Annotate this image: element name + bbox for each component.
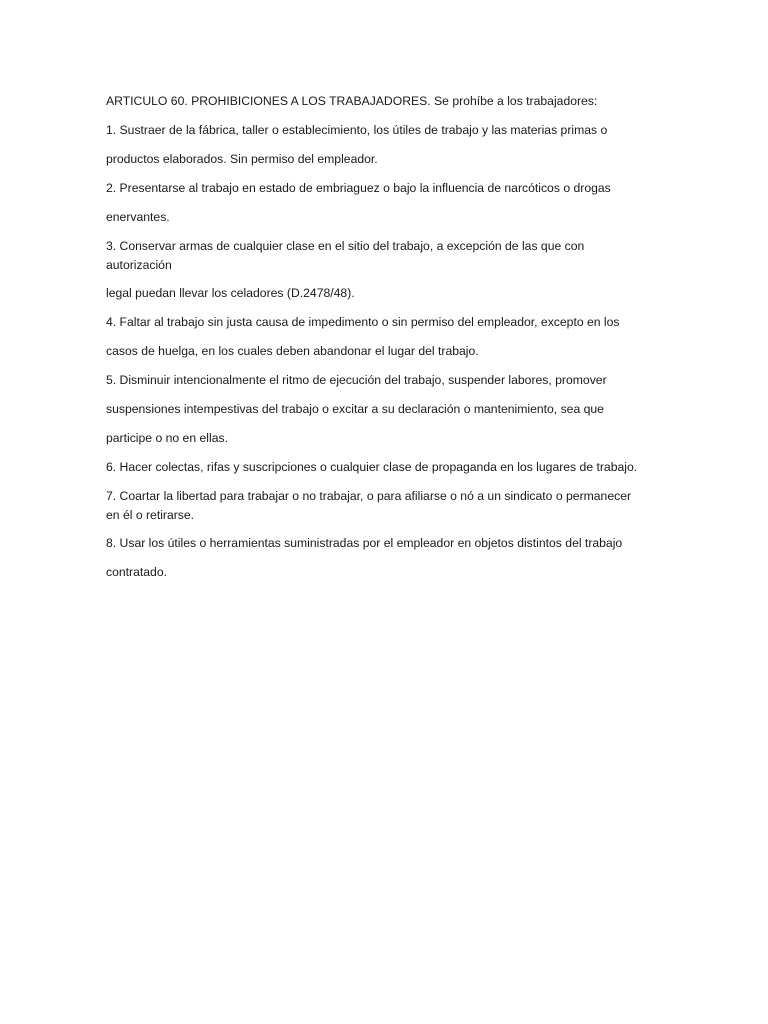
document-body: [106, 92, 666, 579]
item-7-line-2: en él o retirarse.: [106, 508, 195, 522]
item-7-line-1: 7. Coartar la libertad para trabajar o no trabajar, o para afiliarse o nó a un sindicato o permanecer: [106, 489, 632, 503]
item-8-line-1: 8. Usar los útiles o herramientas suministradas por el empleador en objetos distintos del trabajo: [106, 536, 623, 550]
item-6-line-1: 6. Hacer colectas, rifas y suscripciones o cualquier clase de propaganda en los lugares de trabajo.: [106, 460, 638, 474]
item-3-line-1: 3. Conservar armas de cualquier clase en el sitio del trabajo, a excepción de las que con: [106, 239, 585, 253]
item-2-line-1: 2. Presentarse al trabajo en estado de embriaguez o bajo la influencia de narcóticos o drogas: [106, 181, 611, 195]
article-heading: ARTICULO 60. PROHIBICIONES A LOS TRABAJADORES. Se prohíbe a los trabajadores:: [106, 94, 598, 108]
item-1-line-1: 1. Sustraer de la fábrica, taller o establecimiento, los útiles de trabajo y las materias primas o: [106, 123, 608, 137]
item-1-line-2: productos elaborados. Sin permiso del empleador.: [106, 152, 378, 166]
item-5-line-2: suspensiones intempestivas del trabajo o excitar a su declaración o mantenimiento, sea que: [106, 402, 604, 416]
item-2-line-2: enervantes.: [106, 210, 170, 224]
item-3-line-3: legal puedan llevar los celadores (D.2478/48).: [106, 286, 355, 300]
item-3-line-2: autorización: [106, 258, 172, 272]
item-5-line-3: participe o no en ellas.: [106, 431, 228, 445]
item-5-line-1: 5. Disminuir intencionalmente el ritmo de ejecución del trabajo, suspender labores, promover: [106, 373, 607, 387]
item-4-line-1: 4. Faltar al trabajo sin justa causa de impedimento o sin permiso del empleador, excepto en los: [106, 315, 620, 329]
item-4-line-2: casos de huelga, en los cuales deben abandonar el lugar del trabajo.: [106, 344, 479, 358]
item-8-line-2: contratado.: [106, 565, 167, 579]
